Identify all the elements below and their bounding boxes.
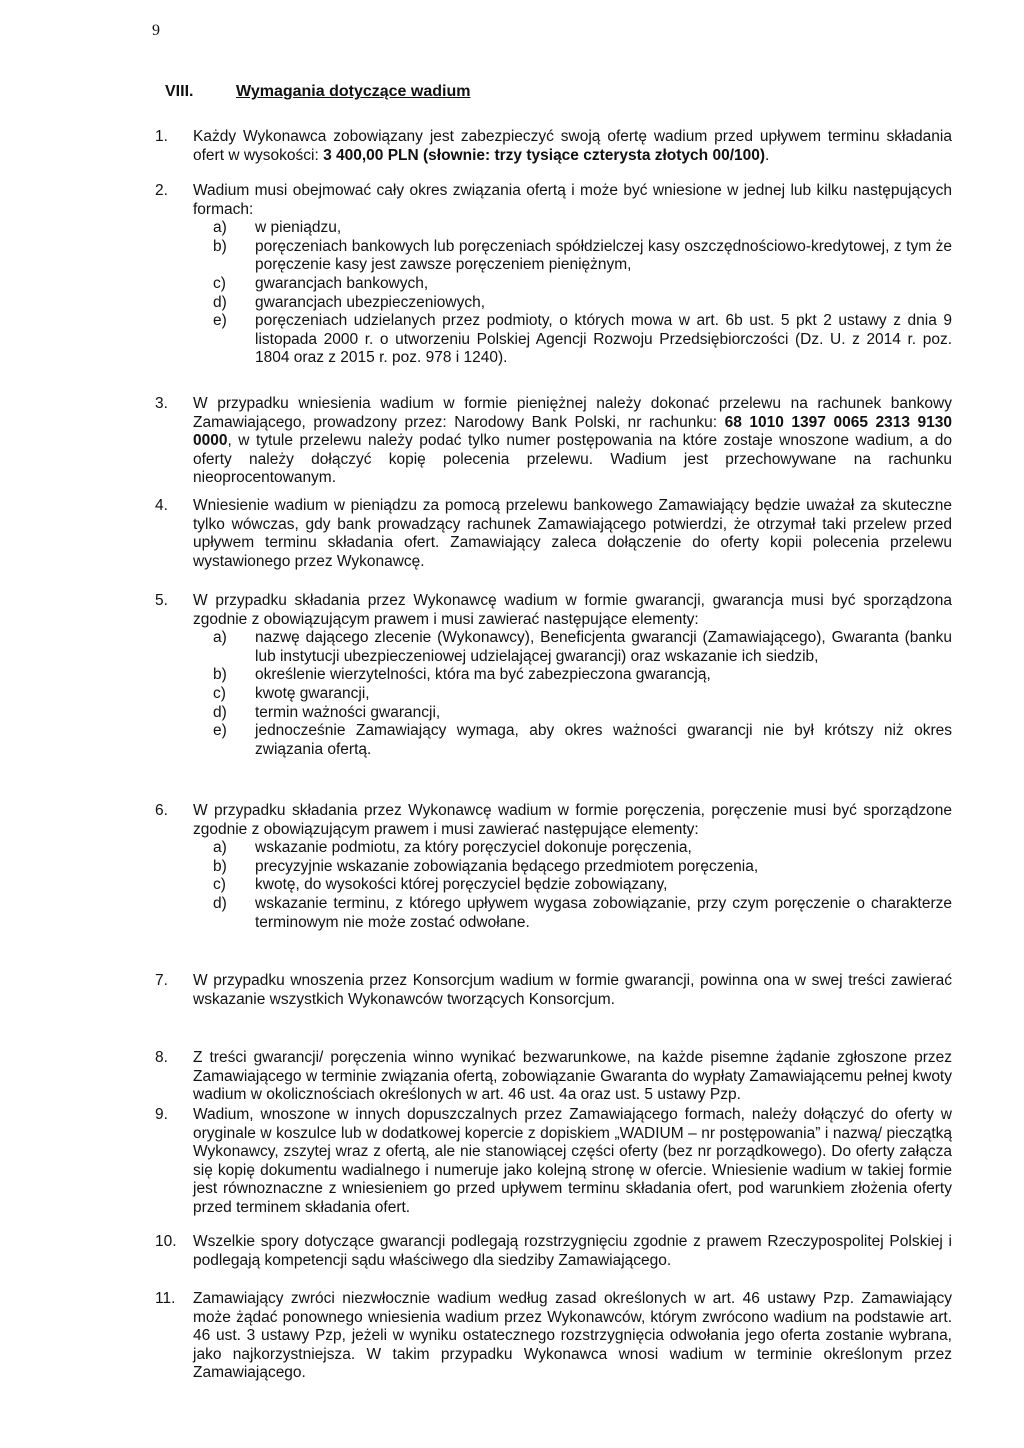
sub-item: [193, 219, 952, 238]
point-10: [155, 1233, 952, 1270]
sub-item: [193, 312, 952, 368]
sub-item-letter: c): [213, 684, 226, 702]
sub-item-letter: b): [213, 857, 227, 875]
point-text: [193, 395, 952, 488]
point-8: [155, 1049, 952, 1105]
point-text: [193, 1233, 952, 1270]
point-text: [193, 1290, 952, 1383]
sub-item-text: określenie wierzytelności, która ma być zabezpieczona gwarancją,: [255, 666, 711, 684]
sub-item: [193, 858, 952, 877]
sub-item-text: nazwę dającego zlecenie (Wykonawcy), Beneficjenta gwarancji (Zamawiającego), Gwaranta (banku lub instytucji ubezpieczeniowej udzielającej gwarancji) oraz wskazanie ich siedzib,: [255, 629, 952, 665]
sub-item: [193, 666, 952, 685]
point-number: 4.: [155, 497, 168, 514]
sub-item-text: kwotę gwarancji,: [255, 684, 370, 702]
point-number: 8.: [155, 1049, 168, 1066]
point-body: [193, 1106, 952, 1218]
sub-item-text: wskazanie terminu, z którego upływem wygasa zobowiązanie, przy czym poręczenie o charakterze terminowym nie może zostać odwołane.: [255, 894, 952, 931]
sub-item-letter: a): [213, 839, 227, 857]
point-number: 9.: [155, 1106, 168, 1123]
sub-item-letter: c): [213, 274, 226, 292]
point-body: [193, 1233, 952, 1270]
point-9: [155, 1106, 952, 1218]
sub-item-text: w pieniądzu,: [255, 219, 342, 237]
point-text-run: W przypadku wniesienia wadium w formie pieniężnej należy dokonać przelewu na rachunek bankowy Zamawiającego, prowadzony przez: Narodowy Bank Polski, nr rachunku:: [193, 395, 952, 431]
point-body: [193, 1290, 952, 1383]
point-number: 7.: [155, 972, 168, 989]
sub-item-text: poręczeniach bankowych lub poręczeniach spółdzielczej kasy oszczędnościowo-kredytowej, z tym że poręczenie kasy jest zawsze poręczeniem pieniężnym,: [255, 237, 952, 274]
point-11: [155, 1290, 952, 1383]
point-text: [193, 592, 952, 629]
sub-item-text: kwotę, do wysokości której poręczyciel będzie zobowiązany,: [255, 876, 668, 894]
point-text: [193, 497, 952, 571]
sub-item: [193, 275, 952, 294]
point-body: [193, 1049, 952, 1105]
point-body: [193, 128, 952, 165]
point-text-run: Z treści gwarancji/ poręczenia winno wynikać bezwarunkowe, na każde pisemne żądanie zgłoszone przez Zamawiającego w terminie związania ofertą, zobowiązanie Gwaranta do wypłaty Zamawiającemu pełnej kwoty wadium w okolicznościach określonych w art. 46 ust. 4a oraz ust. 5 ustawy Pzp.: [193, 1049, 952, 1104]
sub-item-text: termin ważności gwarancji,: [255, 703, 441, 721]
point-1: [155, 128, 952, 165]
section-title: Wymagania dotyczące wadium: [236, 83, 471, 100]
point-text-bold: 3 400,00 PLN (słownie: trzy tysiące czterysta złotych 00/100): [323, 146, 766, 164]
sub-item: [193, 704, 952, 723]
point-body: [193, 497, 952, 571]
sub-item-text: jednocześnie Zamawiający wymaga, aby okres ważności gwarancji nie był krótszy niż okres związania ofertą.: [255, 722, 952, 758]
sub-item-letter: c): [213, 876, 226, 894]
point-body: [193, 395, 952, 488]
point-text-run: W przypadku składania przez Wykonawcę wadium w formie gwarancji, gwarancja musi być sporządzona zgodnie z obowiązującym prawem i musi zawierać następujące elementy:: [193, 592, 952, 628]
sub-item: [193, 294, 952, 313]
point-number: 11.: [155, 1290, 176, 1307]
section-number: VIII.: [165, 83, 194, 100]
section-heading: [165, 83, 470, 102]
sub-item-letter: d): [213, 293, 227, 311]
page-number: 9: [152, 22, 160, 39]
point-text: [193, 802, 952, 839]
sub-item-text: precyzyjnie wskazanie zobowiązania będącego przedmiotem poręczenia,: [255, 857, 759, 875]
sub-items: [193, 839, 952, 932]
sub-item-text: gwarancjach bankowych,: [255, 274, 429, 292]
point-5: [155, 592, 952, 759]
sub-item: [193, 238, 952, 275]
sub-items: [193, 629, 952, 759]
point-body: [193, 802, 952, 932]
point-number: 1.: [155, 128, 168, 145]
point-4: [155, 497, 952, 571]
point-text: [193, 1049, 952, 1105]
point-3: [155, 395, 952, 488]
point-text-run: W przypadku wnoszenia przez Konsorcjum wadium w formie gwarancji, powinna ona w swej treści zawierać wskazanie wszystkich Wykonawców tworzących Konsorcjum.: [193, 972, 952, 1008]
point-text: [193, 1106, 952, 1218]
point-text: [193, 182, 952, 219]
sub-item-letter: d): [213, 894, 227, 912]
sub-item-letter: e): [213, 722, 227, 740]
sub-item: [193, 876, 952, 895]
sub-item: [193, 839, 952, 858]
sub-item-letter: b): [213, 237, 227, 255]
sub-item: [193, 685, 952, 704]
sub-item: [193, 895, 952, 932]
point-number: 6.: [155, 802, 168, 819]
point-text-run: W przypadku składania przez Wykonawcę wadium w formie poręczenia, poręczenie musi być sporządzone zgodnie z obowiązującym prawem i musi zawierać następujące elementy:: [193, 802, 952, 838]
point-text: [193, 972, 952, 1009]
point-number: 2.: [155, 182, 168, 199]
point-body: [193, 972, 952, 1009]
point-2: [155, 182, 952, 368]
point-text-run: Wszelkie spory dotyczące gwarancji podlegają rozstrzygnięciu zgodnie z prawem Rzeczypospolitej Polskiej i podlegają kompetencji sądu właściwego dla siedziby Zamawiającego.: [193, 1233, 952, 1269]
sub-item-text: wskazanie podmiotu, za który poręczyciel dokonuje poręczenia,: [255, 839, 692, 857]
point-body: [193, 592, 952, 759]
point-text: [193, 128, 952, 165]
point-text-run: Wadium musi obejmować cały okres związania ofertą i może być wniesione w jednej lub kilku następujących formach:: [193, 182, 952, 218]
point-text-bold: 68 1010 1397 0065 2313 9130 0000: [193, 413, 952, 450]
point-text-run: Wniesienie wadium w pieniądzu za pomocą przelewu bankowego Zamawiający będzie uważał za skuteczne tylko wówczas, gdy bank prowadzący rachunek Zamawiającego potwierdzi, że otrzymał taki przelew przed upływem terminu składania ofert. Zamawiający zaleca dołączenie do oferty kopii polecenia przelewu wystawionego przez Wykonawcę.: [193, 497, 952, 570]
point-6: [155, 802, 952, 932]
sub-item: [193, 629, 952, 666]
sub-item: [193, 722, 952, 759]
point-number: 5.: [155, 592, 168, 609]
sub-item-text: poręczeniach udzielanych przez podmioty, o których mowa w art. 6b ust. 5 pkt 2 ustawy z dnia 9 listopada 2000 r. o utworzeniu Polskiej Agencji Rozwoju Przedsiębiorczości (Dz. U. z 2014 r. poz. 1804 oraz z 2015 r. poz. 978 i 1240).: [255, 312, 952, 367]
point-body: [193, 182, 952, 368]
point-text-run: Każdy Wykonawca zobowiązany jest zabezpieczyć swoją ofertę wadium przed upływem terminu składania ofert w wysokości:: [193, 128, 952, 164]
point-text-run: , w tytule przelewu należy podać tylko numer postępowania na które zostaje wnoszone wadium, a do oferty należy dołączyć kopię polecenia przelewu. Wadium jest przechowywane na rachunku nieoprocentowanym.: [193, 432, 952, 487]
point-text-run: Wadium, wnoszone w innych dopuszczalnych przez Zamawiającego formach, należy dołączyć do oferty w oryginale w koszulce lub w dodatkowej kopercie z dopiskiem „WADIUM – nr postępowania” i nazwą/ pieczątką Wykonawcy, zszytej wraz z ofertą, ale nie stanowiącej części oferty (bez nr porządkowego). Do oferty załącza się kopię dokumentu wadialnego i numeruje jako kolejną stronę w ofercie. Wniesienie wadium w takiej formie jest równoznaczne z wniesieniem go przed upływem terminu składania ofert, pod warunkiem złożenia oferty przed terminem składania ofert.: [193, 1106, 952, 1216]
sub-item-text: gwarancjach ubezpieczeniowych,: [255, 293, 486, 311]
point-text-run: Zamawiający zwróci niezwłocznie wadium według zasad określonych w art. 46 ustawy Pzp. Zamawiający może żądać ponownego wniesienia wadium przez Wykonawców, którym zwrócono wadium na podstawie art. 46 ust. 3 ustawy Pzp, jeżeli w wyniku ostatecznego rozstrzygnięcia odwołania jego oferta zostanie wybrana, jako najkorzystniejsza. W takim przypadku Wykonawca wnosi wadium w terminie określonym przez Zamawiającego.: [193, 1290, 952, 1382]
point-7: [155, 972, 952, 1009]
point-number: 10.: [155, 1233, 177, 1250]
sub-item-letter: a): [213, 629, 227, 647]
sub-items: [193, 219, 952, 368]
sub-item-letter: d): [213, 703, 227, 721]
sub-item-letter: e): [213, 312, 227, 330]
point-text-run: .: [765, 146, 770, 164]
sub-item-letter: a): [213, 219, 227, 237]
point-number: 3.: [155, 395, 168, 412]
sub-item-letter: b): [213, 666, 227, 684]
